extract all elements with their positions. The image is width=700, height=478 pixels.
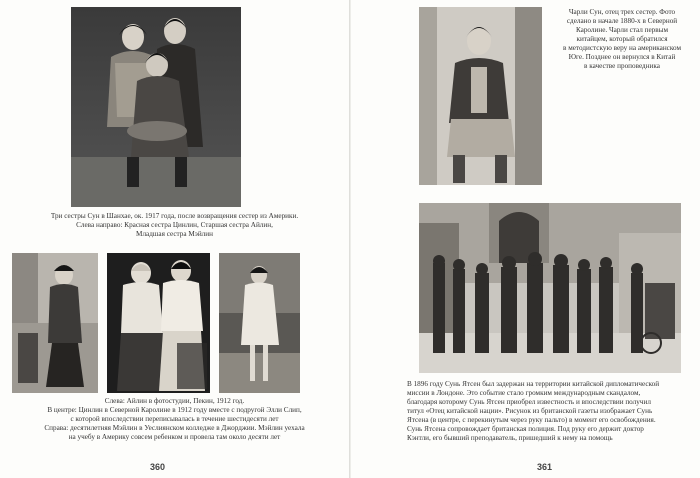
charlie-soong-photo [419,7,542,185]
caption-line: с которой впоследствии переписывалась в течение шестидесяти лет [70,415,279,423]
caption-line: Каролине. Чарли стал первым [575,26,669,34]
charlie-soong-caption [547,8,697,71]
caption-line: в качестве проповедника [584,62,660,70]
caption-line: Сунь Ятсена сопровождает британская полиция. Под руку его держит доктор [407,425,644,433]
three-sisters-caption [10,212,339,239]
left-page [0,0,349,478]
three-sisters-photo [71,7,241,207]
caption-line: на учебу в Америку совсем ребенком и провела там около десяти лет [68,433,281,441]
caption-line: благодаря которому Сунь Ятсен приобрел известность и впоследствии получил [407,398,651,406]
qingling-friend-photo [107,253,210,393]
caption-line: Чарли Сун, отец трех сестер. Фото [568,8,676,16]
caption-line: В центре: Цинлин в Северной Каролине в 1912 году вместе с подругой Элли Слип, [47,406,302,414]
caption-line: титул «Отец китайской нации». Рисунок из британской газеты изображает Сунь [407,407,653,415]
caption-line: сделано в начале 1880-х в Северной [566,17,678,25]
caption-line: Слева: Айлин в фотостудии, Пекин, 1912 год. [104,397,245,405]
sun-yatsen-london-illustration [419,203,681,373]
caption-line: Младшая сестра Мэйлин [136,230,213,238]
caption-line: Ятсена (в центре, с перекинутым через руку пальто) в момент его освобождения. [407,416,656,424]
caption-line: китайцем, который обратился [576,35,668,43]
caption-line: Слева направо: Красная сестра Цинлин, Старшая сестра Айлин, [76,221,273,229]
ailing-studio-photo [12,253,98,393]
caption-line: Три сестры Сун в Шанхае, ок. 1917 года, после возвращения сестер из Америки. [50,212,299,220]
sun-yatsen-caption [407,380,699,443]
caption-line: миссии в Лондоне. Это событие стало громким международным скандалом, [407,389,641,397]
caption-line: Юге. Позднее он вернулся в Китай [568,53,676,61]
caption-line: В 1896 году Сунь Ятсен был задержан на территории китайской дипломатической [407,380,660,388]
page-number-left: 360 [150,462,166,472]
right-page [351,0,700,478]
bottom-photos-caption [4,397,345,442]
caption-line: в методистскую веру на американском [563,44,681,52]
caption-line: Справа: десятилетняя Мэйлин в Уеслиянском колледже в Джорджии. Мэйлин уехала [44,424,305,432]
page-number-right: 361 [537,462,553,472]
caption-line: Кэнтли, его бывший преподаватель, пришедший к нему на помощь [407,434,613,442]
meiling-photo [219,253,300,393]
